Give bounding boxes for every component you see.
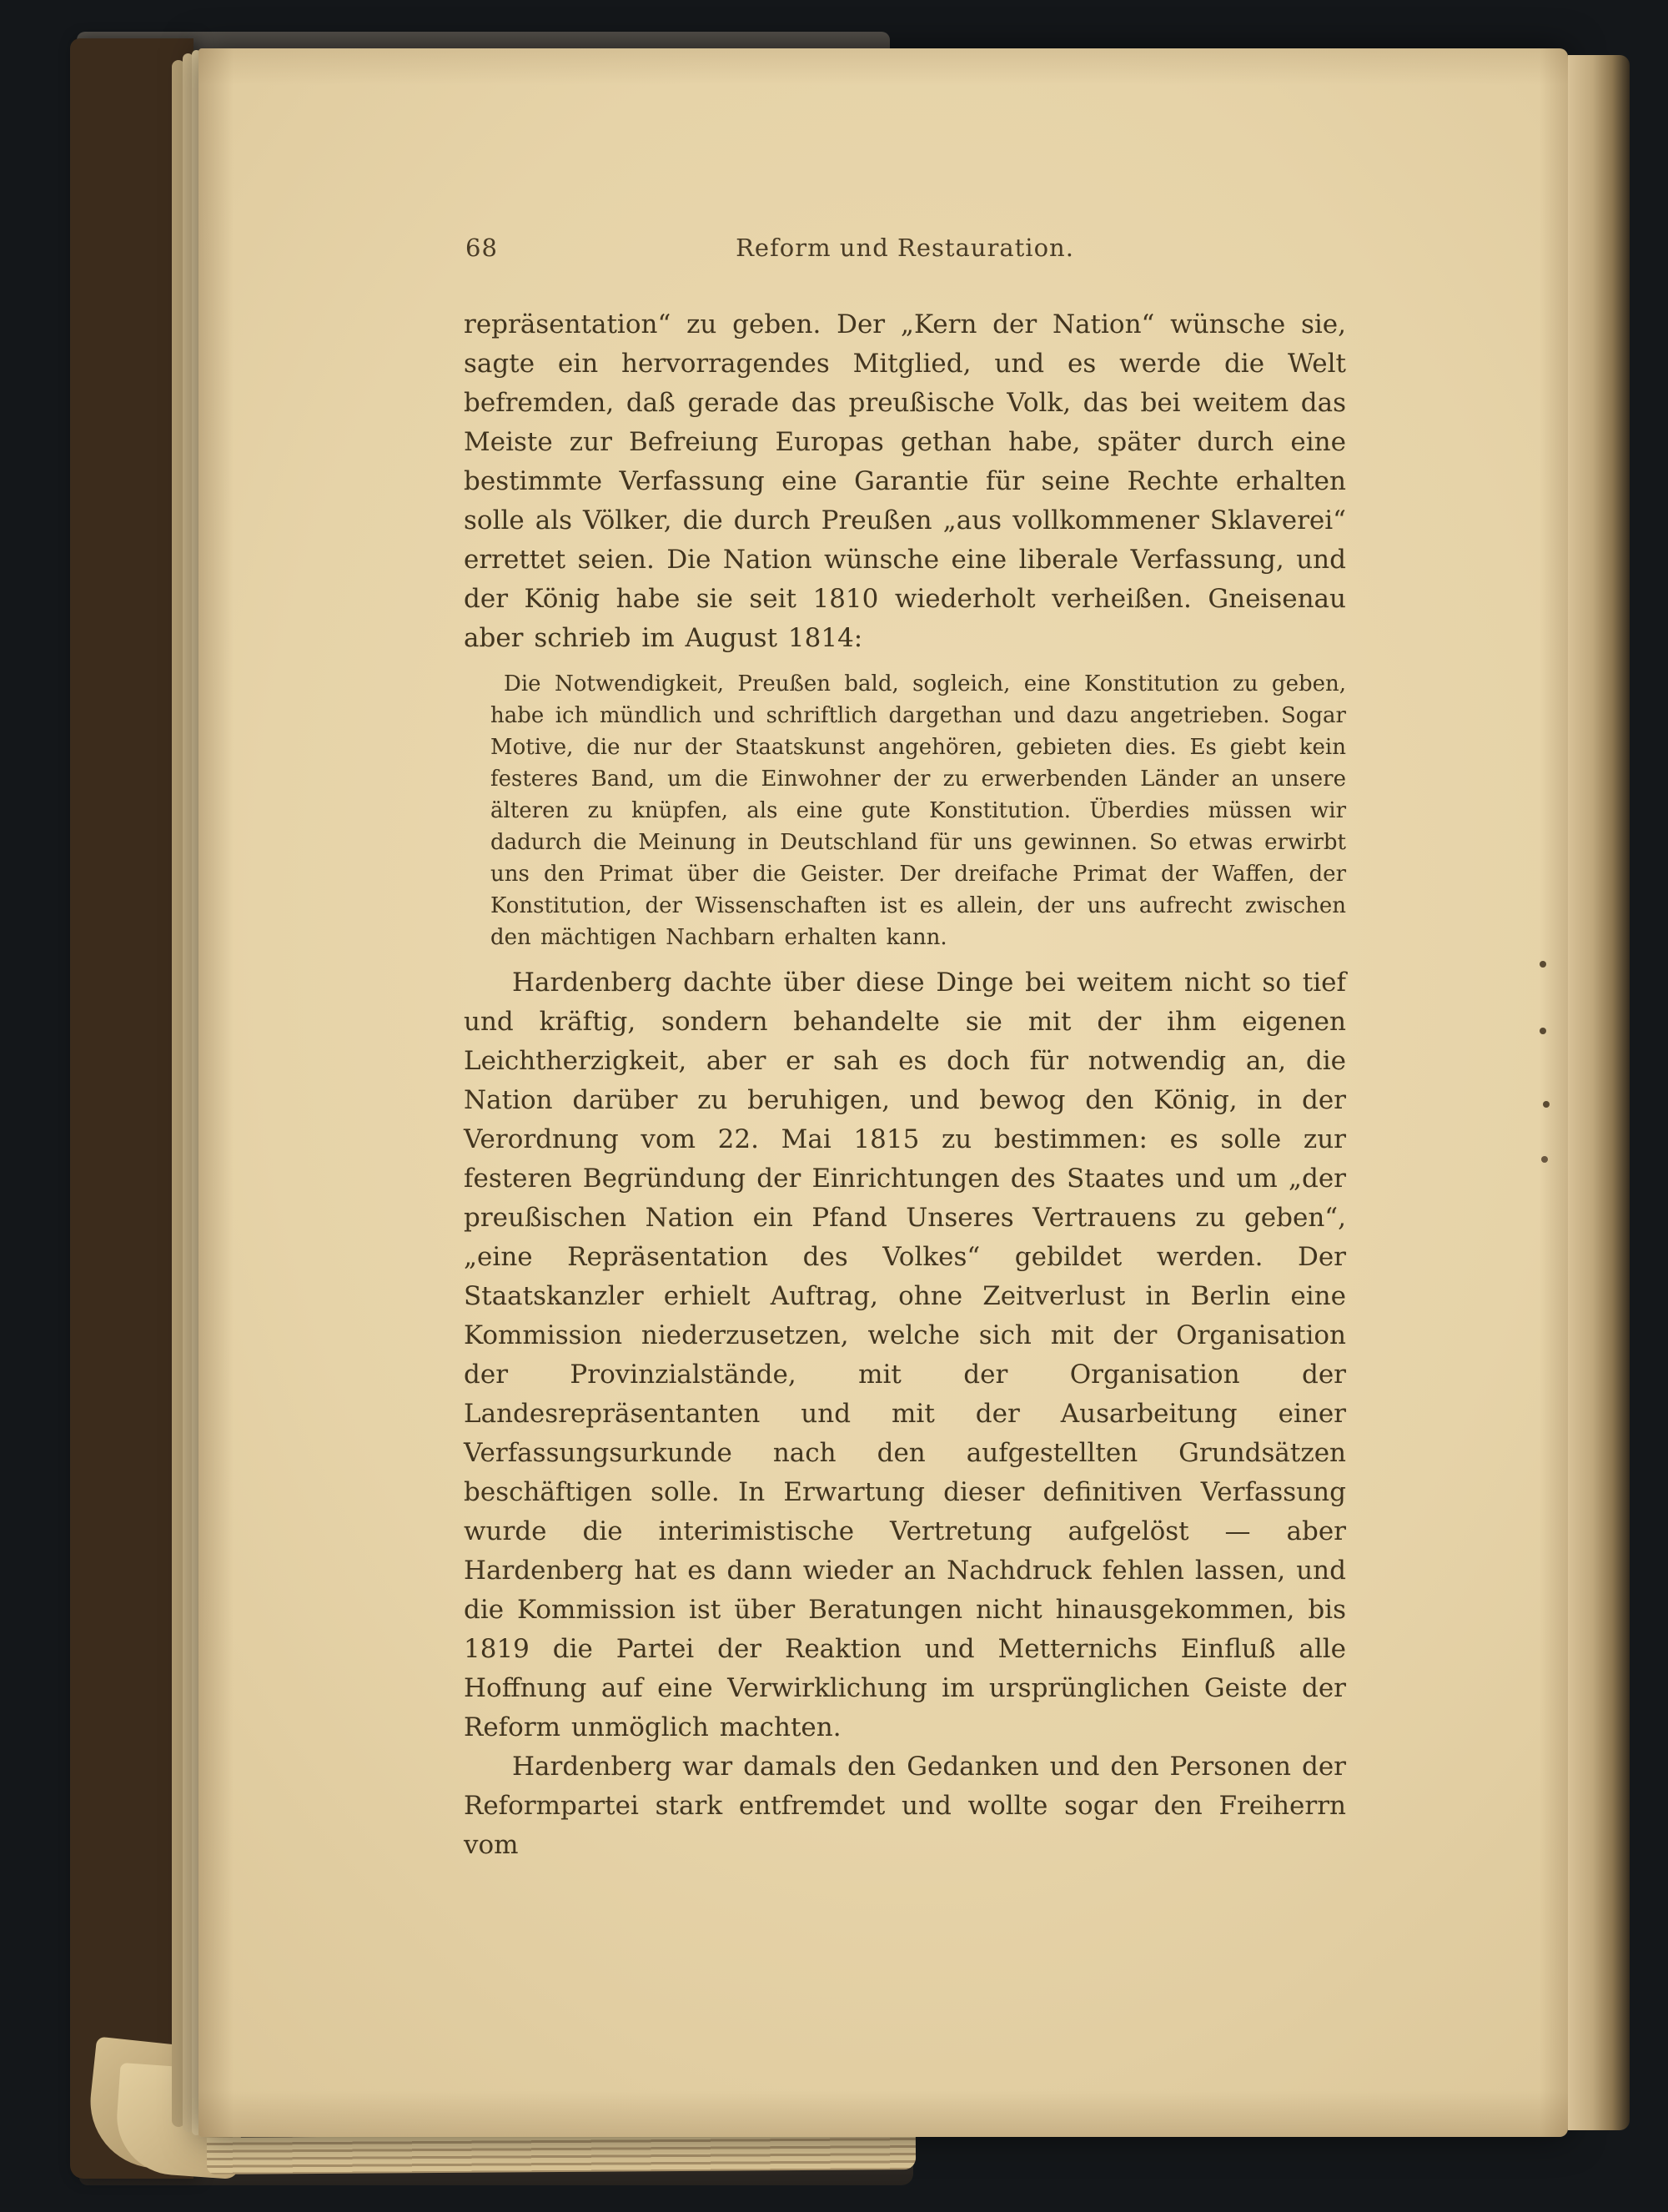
paragraph: Hardenberg dachte über diese Dinge bei weitem nicht so tief und kräftig, sondern behandelte sie mit der ihm eigenen Leichtherzigkeit, aber er sah es doch für notwendig an, die Nation darüber zu beruhigen, und bewog den König, in der Verordnung vom 22. Mai 1815 zu bestimmen: es solle zur festeren Begründung der Einrichtungen des Staates und um „der preußischen Nation ein Pfand Unseres Vertrauens zu geben“, „eine Repräsentation des Volkes“ gebildet werden. Der Staatskanzler erhielt Auftrag, ohne Zeitverlust in Berlin eine Kommission niederzusetzen, welche sich mit der Organisation der Provinzialstände, mit der Organisation der Landesrepräsentanten und mit der Ausarbeitung einer Verfassungsurkunde nach den aufgestellten Grundsätzen beschäftigen solle. In Erwartung dieser definitiven Verfassung wurde die interimistische Vertretung aufgelöst — aber Hardenberg hat es dann wieder an Nachdruck fehlen lassen, und die Kommission ist über Beratungen nicht hinausgekommen, bis 1819 die Partei der Reaktion und Metternichs Einfluß alle Hoffnung auf eine Verwirklichung im ursprünglichen Geiste der Reform unmöglich machten.	[464, 968, 1346, 1742]
body-text	[464, 305, 1346, 1865]
book-page	[198, 48, 1568, 2137]
paragraph: Hardenberg war damals den Gedanken und den Personen der Reformpartei stark entfremdet und wollte sogar den Freiherrn vom	[464, 1752, 1346, 1860]
block-quote: Die Notwendigkeit, Preußen bald, sogleich, eine Konstitution zu geben, habe ich mündlich und schriftlich dargethan und dazu angetrieben. Sogar Motive, die nur der Staatskunst angehören, gebieten dies. Es giebt kein festeres Band, um die Einwohner der zu erwerbenden Länder an unsere älteren zu knüpfen, als eine gute Konstitution. Überdies müssen wir dadurch die Meinung in Deutschland für uns gewinnen. So etwas erwirbt uns den Primat über die Geister. Der dreifache Primat der Waffen, der Konstitution, der Wissenschaften ist es allein, der uns aufrecht zwischen den mächtigen Nachbarn erhalten kann.	[490, 671, 1346, 950]
binding-holes	[1540, 961, 1546, 968]
page-header	[464, 234, 1346, 267]
page-text-area	[464, 234, 1346, 1865]
page-number: 68	[465, 234, 498, 262]
facing-page-edge	[1568, 55, 1630, 2130]
running-header: Reform und Restauration.	[736, 234, 1074, 262]
paragraph: repräsentation“ zu geben. Der „Kern der Nation“ wünsche sie, sagte ein hervorragendes Mitglied, und es werde die Welt befremden, daß gerade das preußische Volk, das bei weitem das Meiste zur Befreiung Europas gethan habe, später durch eine bestimmte Verfassung eine Garantie für seine Rechte erhalten solle als Völker, die durch Preußen „aus vollkommener Sklaverei“ errettet seien. Die Nation wünsche eine liberale Verfassung, und der König habe sie seit 1810 wiederholt verheißen. Gneisenau aber schrieb im August 1814:	[464, 309, 1346, 653]
bottom-page-stack	[207, 2133, 916, 2174]
